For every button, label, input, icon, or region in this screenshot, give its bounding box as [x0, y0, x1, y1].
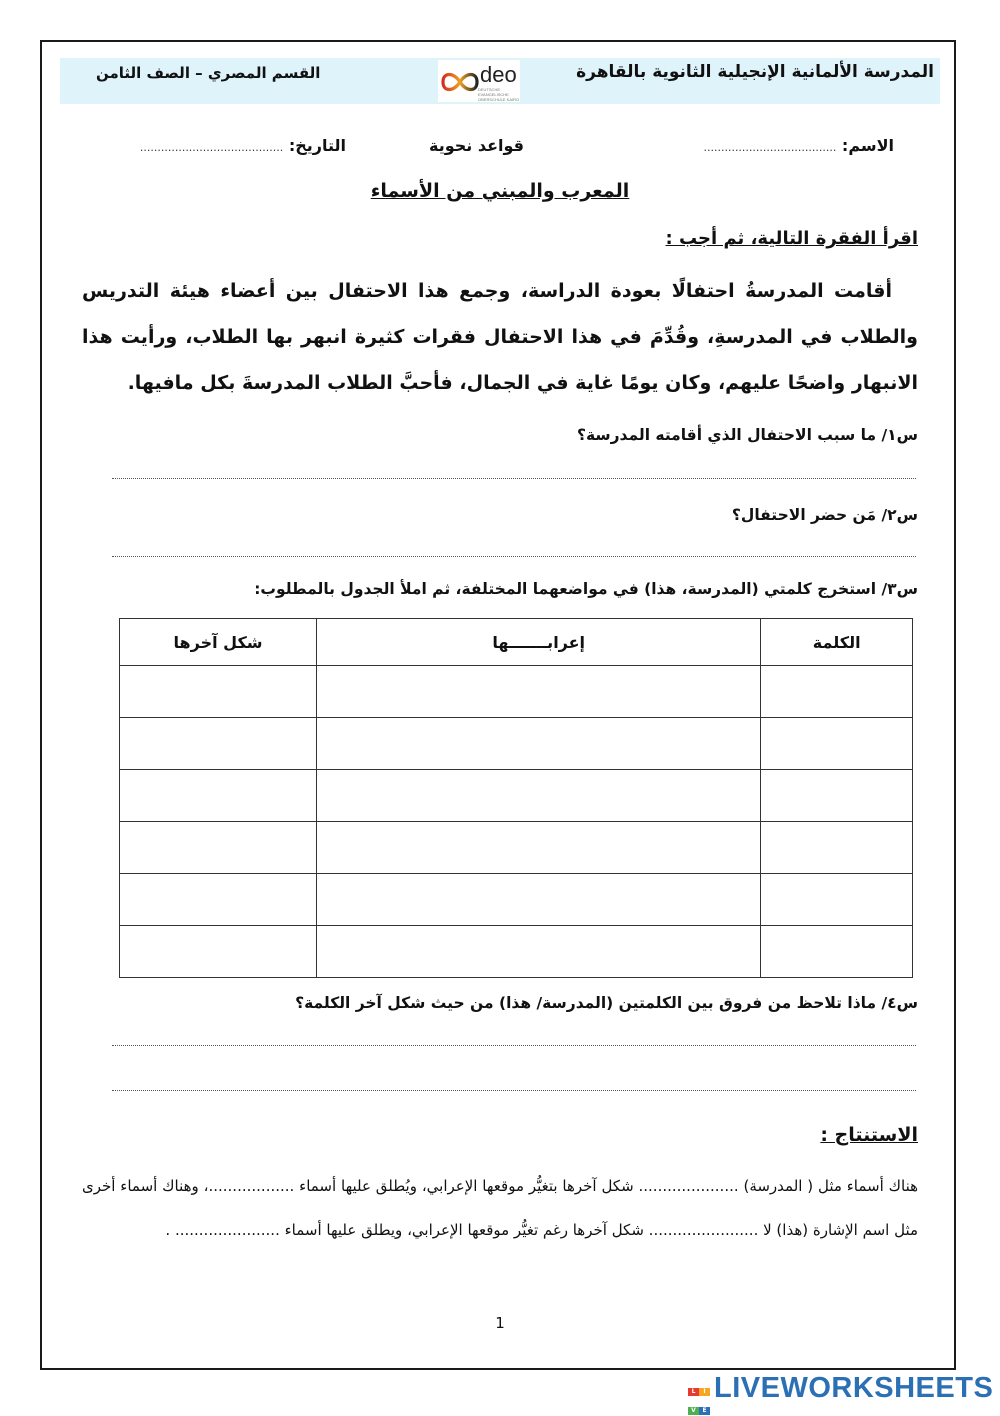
table-cell[interactable]: [317, 926, 761, 978]
table-cell[interactable]: [761, 874, 913, 926]
worksheet-title: المعرب والمبني من الأسماء: [370, 180, 630, 202]
page-number: 1: [495, 1314, 505, 1332]
table-cell[interactable]: [761, 926, 913, 978]
badge-letter: L: [688, 1388, 699, 1396]
table-cell[interactable]: [120, 718, 317, 770]
date-field: [140, 136, 346, 155]
reading-paragraph: أقامت المدرسةُ احتفالًا بعودة الدراسة، وجمع هذا الاحتفال بين أعضاء هيئة التدريس والطلاب في المدرسةِ، وقُدِّمَ في هذا الاحتفال فقرات كثيرة انبهر بها الطلاب، ورأيت هذا الانبهار واضحًا عليهم، وكان يومًا غاية في الجمال، فأحبَّ الطلاب المدرسةَ بكل مافيها.: [82, 280, 918, 394]
badge-letter: E: [699, 1407, 710, 1415]
table-cell[interactable]: [120, 822, 317, 874]
logo-small-text: DEUTSCHE EVANGELISCHE OBERSCHULE KAIRO: [478, 87, 520, 102]
table-cell[interactable]: [761, 666, 913, 718]
subject-label: قواعد نحوية: [428, 136, 524, 155]
answer-line-2[interactable]: [112, 556, 916, 557]
live-badge-icon: [688, 1378, 710, 1414]
table-cell[interactable]: [761, 770, 913, 822]
table-row: [120, 666, 913, 718]
instruction-heading: اقرأ الفقرة التالية، ثم أجب :: [665, 228, 918, 249]
table-row: [120, 770, 913, 822]
question-2: س٢/ مَن حضر الاحتفال؟: [731, 506, 918, 524]
badge-letter: I: [699, 1388, 710, 1396]
answer-line-4a[interactable]: [112, 1045, 916, 1046]
table-cell[interactable]: [761, 822, 913, 874]
logo-infinity-icon: [440, 66, 480, 98]
table-cell[interactable]: [761, 718, 913, 770]
watermark-text: LIVEWORKSHEETS: [714, 1372, 994, 1404]
header-parsing: إعرابـــــــها: [317, 619, 761, 666]
table-row: [120, 874, 913, 926]
table-row: [120, 926, 913, 978]
answer-line-1[interactable]: [112, 478, 916, 479]
table-cell[interactable]: [317, 874, 761, 926]
name-label: الاسم:: [841, 136, 894, 155]
liveworksheets-watermark: [688, 1372, 994, 1414]
conclusion-heading: الاستنتاج :: [820, 1124, 918, 1146]
table-row: [120, 718, 913, 770]
question-1: س١/ ما سبب الاحتفال الذي أقامته المدرسة؟: [576, 426, 918, 444]
name-field: [703, 136, 894, 155]
logo-text: deo: [480, 62, 517, 87]
date-label: التاريخ:: [288, 136, 346, 155]
table-cell[interactable]: [317, 666, 761, 718]
table-cell[interactable]: [317, 718, 761, 770]
table-row: [120, 822, 913, 874]
question-4: س٤/ ماذا تلاحظ من فروق بين الكلمتين (المدرسة/ هذا) من حيث شكل آخر الكلمة؟: [295, 994, 918, 1012]
table-header-row: [120, 619, 913, 666]
header-word: الكلمة: [761, 619, 913, 666]
badge-letter: V: [688, 1407, 699, 1415]
name-dots[interactable]: ......................................: [703, 141, 837, 154]
header-ending: شكل آخرها: [120, 619, 317, 666]
conclusion-text: هناك أسماء مثل ( المدرسة) ..................... شكل آخرها بتغيُّر موقعها الإعرابي، ويُطلق عليها أسماء ..................، وهناك أسماء أخرى مثل اسم الإشارة (هذا) لا ....................... شكل آخرها رغم تغيُّر موقعها الإعرابي، ويطلق عليها أسماء ...................... .: [82, 1177, 918, 1239]
table-cell[interactable]: [120, 926, 317, 978]
answer-line-4b[interactable]: [112, 1090, 916, 1091]
table-cell[interactable]: [120, 770, 317, 822]
section-label: القسم المصري – الصف الثامن: [96, 64, 321, 82]
school-logo: [438, 60, 520, 102]
question-3: س٣/ استخرج كلمتي (المدرسة، هذا) في مواضعهما المختلفة، ثم املأ الجدول بالمطلوب:: [254, 580, 918, 598]
school-name: المدرسة الألمانية الإنجيلية الثانوية بالقاهرة: [576, 62, 934, 82]
table-cell[interactable]: [317, 770, 761, 822]
table-cell[interactable]: [120, 666, 317, 718]
table-cell[interactable]: [317, 822, 761, 874]
date-dots[interactable]: .........................................: [139, 141, 284, 154]
table-cell[interactable]: [120, 874, 317, 926]
answer-table: [119, 618, 913, 978]
